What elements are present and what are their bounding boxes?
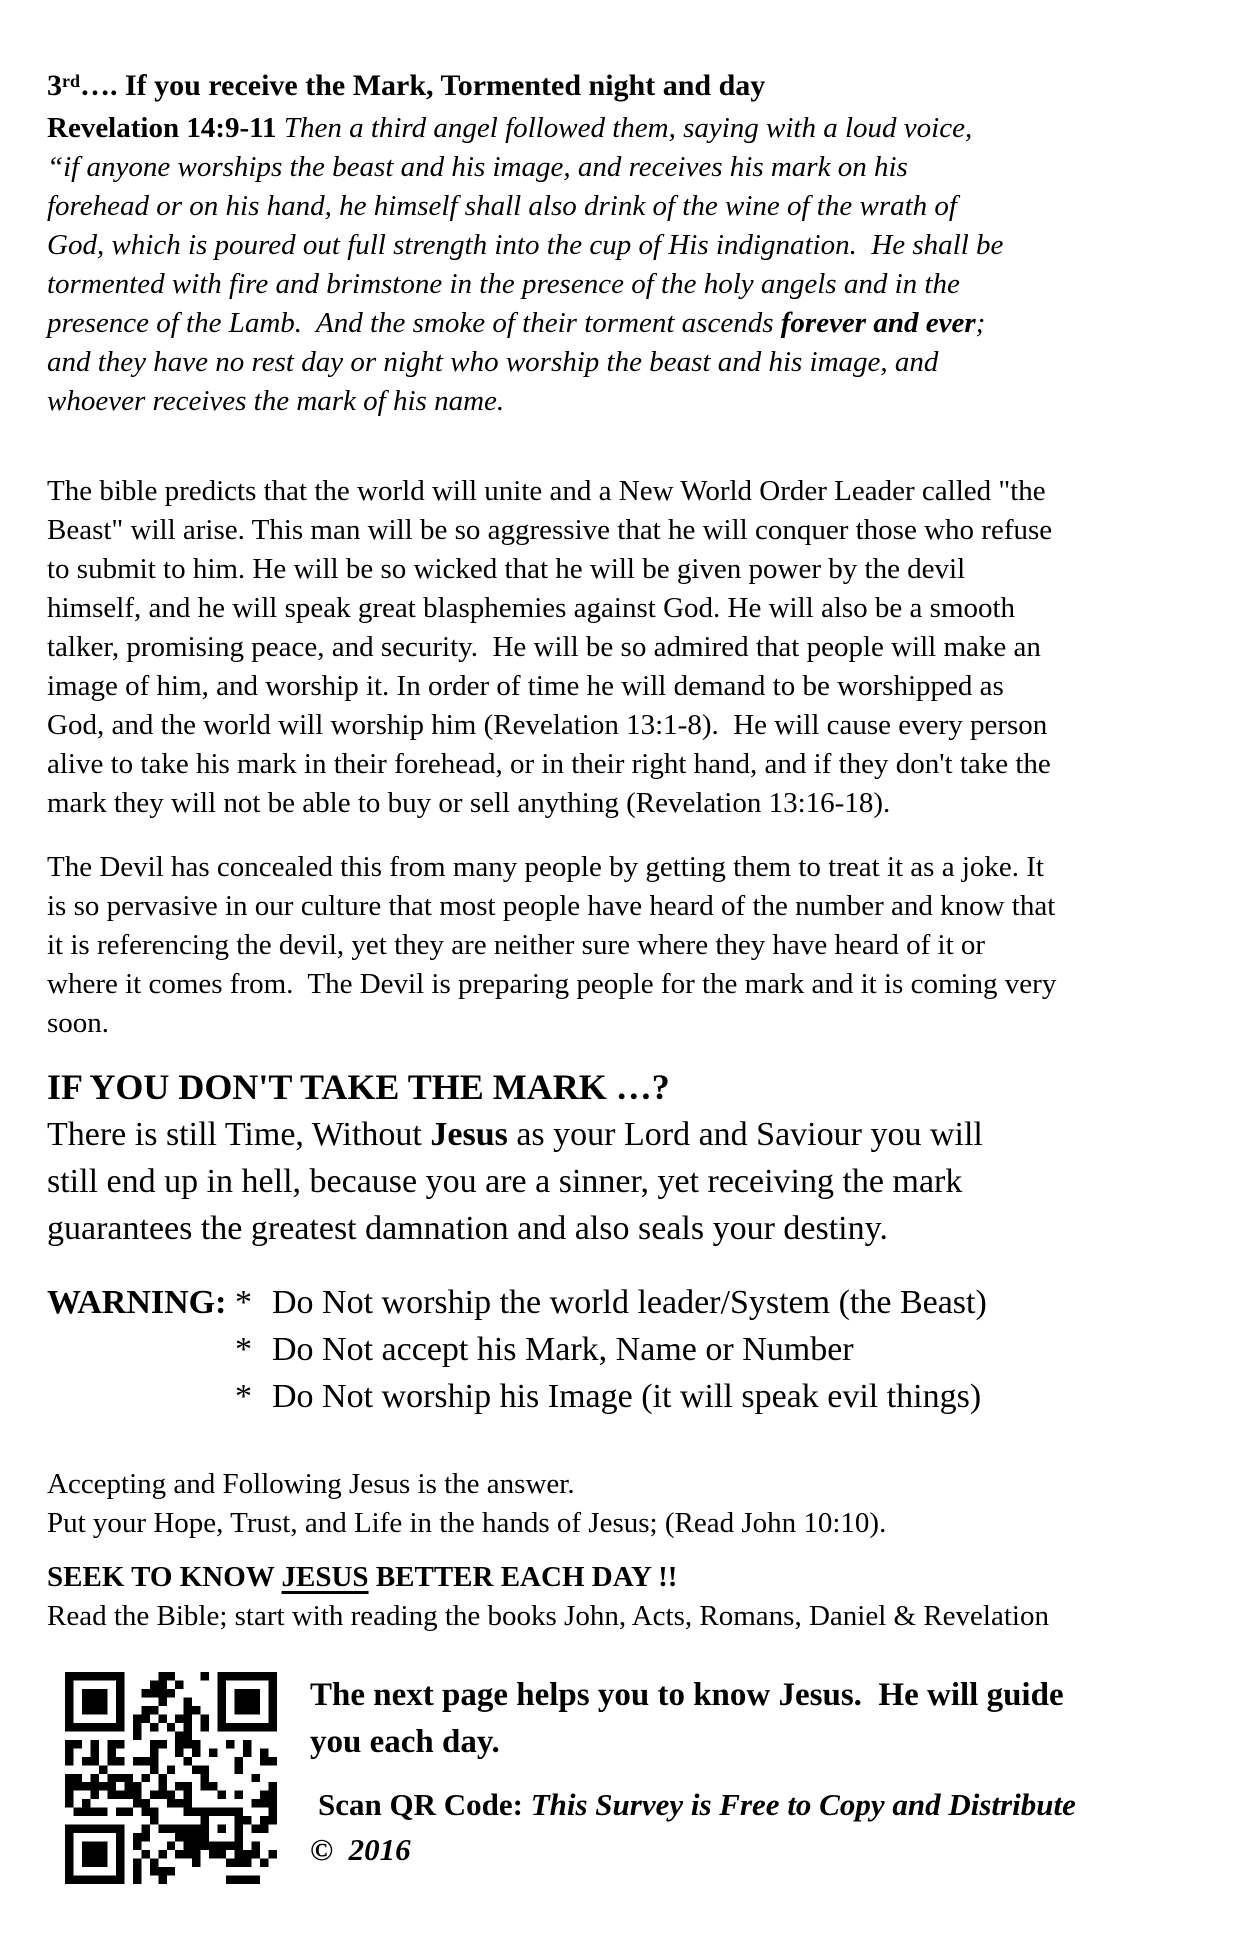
paragraph-beast-prediction	[47, 472, 1216, 823]
line: is so pervasive in our culture that most people have heard of the number and know that	[47, 890, 1056, 922]
paragraph-answer	[47, 1465, 1216, 1543]
line: Beast" will arise. This man will be so aggressive that he will conquer those who refuse	[47, 514, 1053, 546]
warning-item	[235, 1279, 987, 1326]
line: to submit to him. He will be so wicked that he will be given power by the devil	[47, 553, 966, 585]
verse-reference: Revelation 14:9-11	[47, 112, 284, 144]
heading-text: …. If you receive the Mark, Tormented night and day	[80, 69, 766, 102]
line: mark they will not be able to buy or sell anything (Revelation 13:16-18).	[47, 787, 891, 819]
paragraph-still-time	[47, 1111, 1216, 1252]
verse-line: God, which is poured out full strength into the cup of His indignation. He shall be	[47, 229, 1004, 261]
asterisk-bullet: *	[235, 1284, 252, 1321]
line: soon.	[47, 1007, 110, 1039]
section-heading	[47, 66, 1216, 109]
asterisk-bullet: *	[235, 1378, 252, 1415]
free-to-copy-text: This Survey is Free to Copy and Distribute	[530, 1787, 1076, 1822]
verse-line: ;	[975, 307, 986, 339]
footer-scan-line	[310, 1782, 1076, 1827]
footer-next-page-text	[310, 1672, 1076, 1766]
line: The bible predicts that the world will unite and a New World Order Leader called "the	[47, 475, 1046, 507]
heading-text: BETTER EACH DAY !!	[368, 1561, 678, 1593]
warning-items	[235, 1279, 987, 1420]
line: talker, promising peace, and security. He will be so admired that people will make an	[47, 631, 1041, 663]
heading-text: SEEK TO KNOW	[47, 1561, 282, 1593]
copyright-line: © 2016	[310, 1832, 411, 1867]
line: Put your Hope, Trust, and Life in the hands of Jesus; (Read John 10:10).	[47, 1507, 887, 1539]
heading-ordinal: rd	[62, 70, 80, 91]
verse-emphasis: forever and ever	[780, 307, 976, 339]
qr-code-image	[65, 1672, 277, 1884]
line: guarantees the greatest damnation and also seals your destiny.	[47, 1210, 888, 1247]
line: The next page helps you to know Jesus. He will guide	[310, 1677, 1064, 1713]
verse-line: “if anyone worships the beast and his image, and receives his mark on his	[47, 151, 908, 183]
verse-line: whoever receives the mark of his name.	[47, 385, 505, 417]
heading-number: 3	[47, 69, 62, 102]
verse-line: and they have no rest day or night who worship the beast and his image, and	[47, 346, 939, 378]
jesus-underlined: JESUS	[281, 1561, 369, 1593]
warning-item	[235, 1326, 987, 1373]
line: alive to take his mark in their forehead, or in their right hand, and if they don't take the	[47, 748, 1051, 780]
asterisk-bullet: *	[235, 1331, 252, 1368]
line: The Devil has concealed this from many people by getting them to treat it as a joke. It	[47, 851, 1044, 883]
jesus-emphasis: Jesus	[430, 1116, 508, 1153]
qr-code-container	[65, 1672, 277, 1884]
line: you each day.	[310, 1724, 500, 1760]
line: himself, and he will speak great blasphemies against God. He will also be a smooth	[47, 592, 1016, 624]
footer-text	[310, 1672, 1076, 1872]
verse-line: Then a third angel followed them, saying with a loud voice,	[283, 112, 973, 144]
paragraph-devil-concealed	[47, 848, 1216, 1043]
line: where it comes from. The Devil is preparing people for the mark and it is coming very	[47, 968, 1057, 1000]
warning-item	[235, 1373, 987, 1420]
read-bible-line: Read the Bible; start with reading the books John, Acts, Romans, Daniel & Revelation	[47, 1600, 1049, 1632]
heading-dont-take-mark: IF YOU DON'T TAKE THE MARK …?	[47, 1067, 670, 1107]
warning-text: Do Not worship his Image (it will speak evil things)	[272, 1378, 982, 1415]
scripture-quote	[47, 109, 1216, 421]
verse-line: tormented with fire and brimstone in the presence of the holy angels and in the	[47, 268, 960, 300]
verse-line: presence of the Lamb. And the smoke of their torment ascends	[47, 307, 781, 339]
warning-block	[47, 1279, 1216, 1420]
scan-qr-label: Scan QR Code:	[318, 1787, 531, 1822]
heading-seek-jesus	[47, 1558, 1216, 1597]
footer-block	[47, 1672, 1216, 1884]
line: as your Lord and Saviour you will	[507, 1116, 983, 1153]
line: Accepting and Following Jesus is the answer.	[47, 1468, 575, 1500]
line: it is referencing the devil, yet they are neither sure where they have heard of it or	[47, 929, 986, 961]
line: There is still Time, Without	[47, 1116, 431, 1153]
line: God, and the world will worship him (Revelation 13:1-8). He will cause every person	[47, 709, 1048, 741]
line: still end up in hell, because you are a sinner, yet receiving the mark	[47, 1163, 963, 1200]
warning-text: Do Not accept his Mark, Name or Number	[272, 1331, 854, 1368]
warning-text: Do Not worship the world leader/System (the Beast)	[272, 1284, 987, 1321]
warning-label: WARNING:	[47, 1284, 227, 1321]
line: image of him, and worship it. In order of time he will demand to be worshipped as	[47, 670, 1004, 702]
verse-line: forehead or on his hand, he himself shall also drink of the wine of the wrath of	[47, 190, 957, 222]
